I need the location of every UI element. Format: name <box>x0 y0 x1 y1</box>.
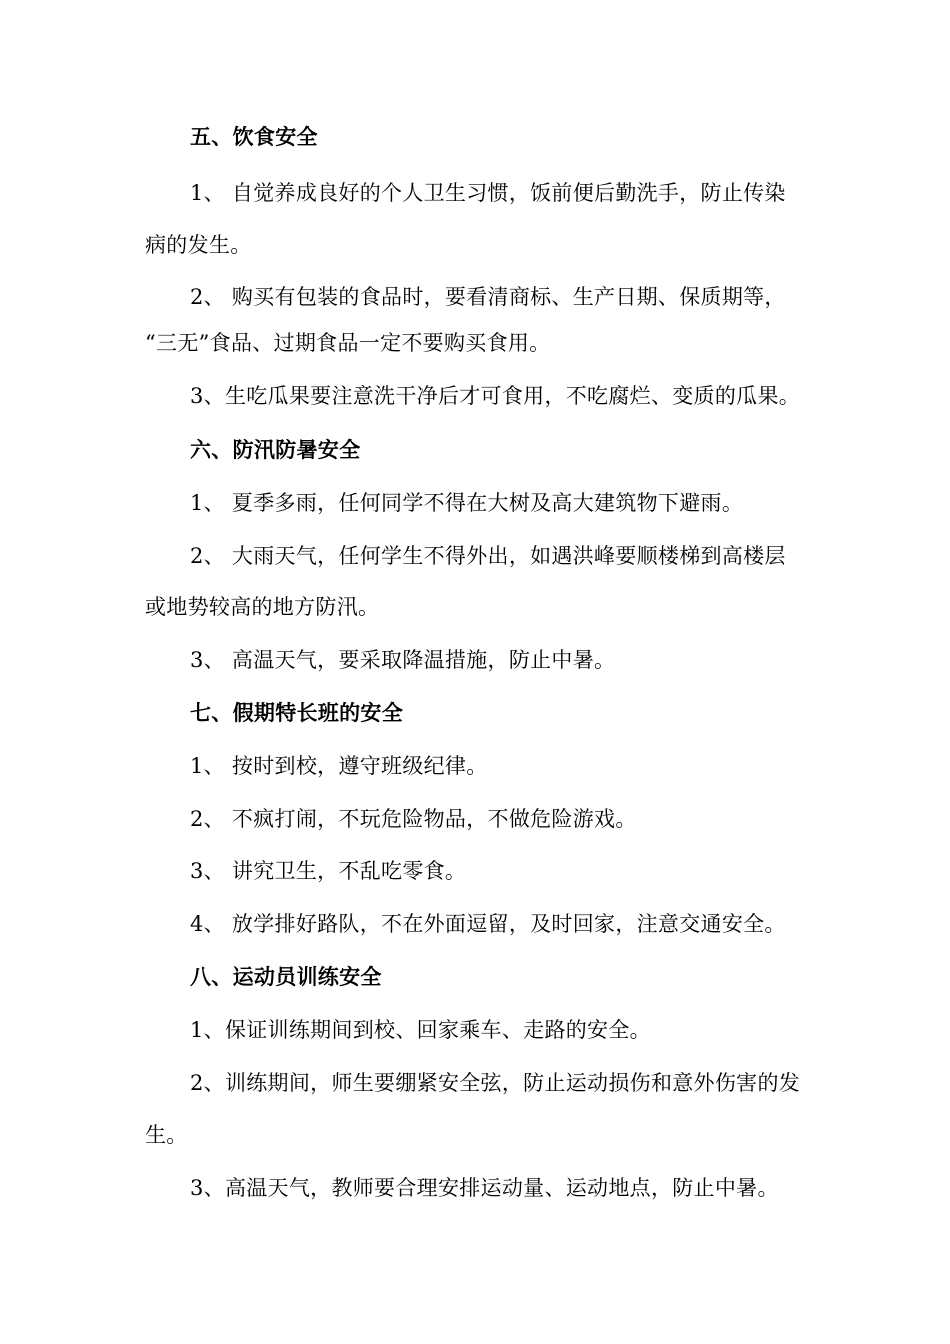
list-item-line: 生。 <box>145 1123 188 1147</box>
list-item-line: 1、 自觉养成良好的个人卫生习惯，饭前便后勤洗手，防止传染 <box>190 181 786 205</box>
section-heading: 五、饮食安全 <box>190 124 318 149</box>
list-item-line: 2、 购买有包装的食品时，要看清商标、生产日期、保质期等， <box>190 285 786 309</box>
list-item-line: 2、训练期间，师生要绷紧安全弦，防止运动损伤和意外伤害的发 <box>190 1071 801 1095</box>
list-item-line: 4、 放学排好路队，不在外面逗留，及时回家，注意交通安全。 <box>190 912 786 936</box>
list-item-line: 3、 讲究卫生，不乱吃零食。 <box>190 859 467 883</box>
list-item-line: 或地势较高的地方防汛。 <box>145 595 380 619</box>
list-item-line: 病的发生。 <box>145 233 252 257</box>
list-item-line: 3、 高温天气，要采取降温措施，防止中暑。 <box>190 648 616 672</box>
list-item-line: 3、高温天气，教师要合理安排运动量、运动地点，防止中暑。 <box>190 1176 779 1200</box>
list-item-line: 1、 夏季多雨，任何同学不得在大树及高大建筑物下避雨。 <box>190 491 744 515</box>
list-item-line: 1、保证训练期间到校、回家乘车、走路的安全。 <box>190 1018 651 1042</box>
section-heading: 六、防汛防暑安全 <box>190 437 361 462</box>
list-item-line: 3、生吃瓜果要注意洗干净后才可食用，不吃腐烂、变质的瓜果。 <box>190 384 801 408</box>
list-item-line: “三无”食品、过期食品一定不要购买食用。 <box>145 331 551 355</box>
list-item-line: 2、 大雨天气，任何学生不得外出，如遇洪峰要顺楼梯到高楼层 <box>190 544 786 568</box>
list-item-line: 2、 不疯打闹，不玩危险物品，不做危险游戏。 <box>190 807 637 831</box>
section-heading: 七、假期特长班的安全 <box>190 700 403 725</box>
list-item-line: 1、 按时到校，遵守班级纪律。 <box>190 754 488 778</box>
section-heading: 八、运动员训练安全 <box>190 964 382 989</box>
